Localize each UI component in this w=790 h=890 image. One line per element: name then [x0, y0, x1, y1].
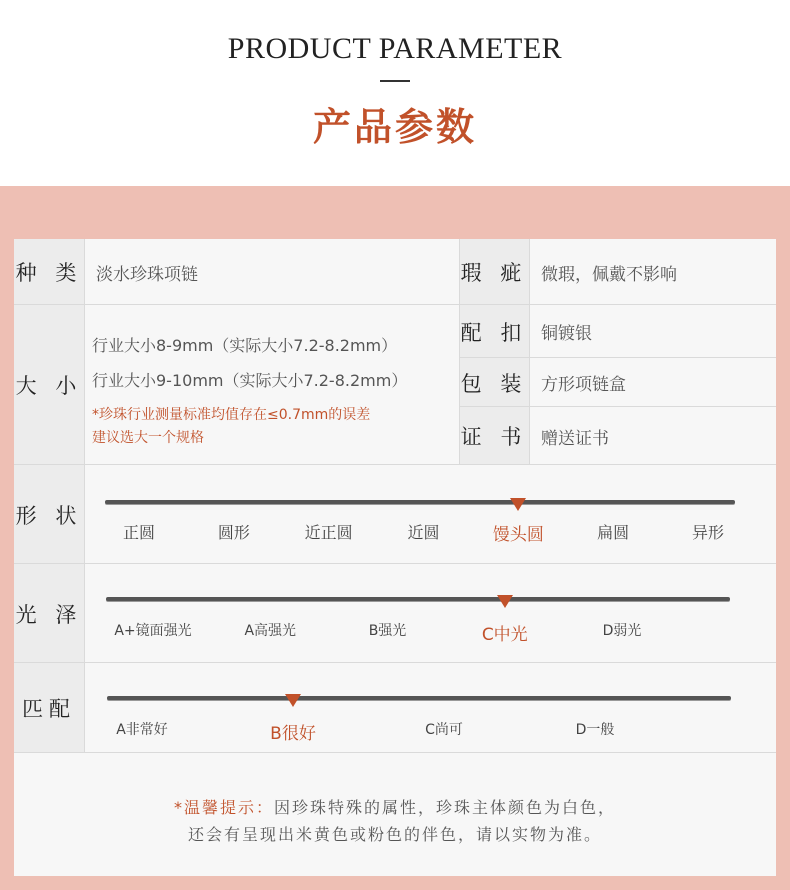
column-divider	[459, 239, 460, 465]
row-divider	[14, 464, 776, 465]
size-label: 大 小	[14, 305, 84, 465]
english-title: PRODUCT PARAMETER	[227, 32, 563, 65]
matching-option-3: C尚可	[425, 722, 463, 738]
column-divider	[84, 239, 85, 753]
luster-option-5: D弱光	[602, 623, 642, 639]
row-divider	[14, 304, 776, 305]
shape-option-1: 正圆	[122, 523, 156, 542]
flaw-label: 瑕 疵	[459, 239, 529, 305]
shape-option-3: 近正圆	[304, 523, 353, 542]
luster-option-1: A+镜面强光	[114, 623, 192, 639]
matching-option-1: A非常好	[116, 722, 168, 738]
luster-option-2: A高强光	[244, 623, 297, 639]
package-label: 包 装	[459, 358, 529, 407]
size-option-2: 行业大小9-10mm（实际大小7.2-8.2mm）	[92, 371, 408, 390]
luster-option-3: B强光	[368, 623, 407, 639]
size-note-line-1: *珍珠行业测量标准均值存在≤0.7mm的误差	[92, 407, 371, 423]
matching-option-2: B很好	[270, 724, 316, 744]
size-note-line-2: 建议选大一个规格	[92, 430, 204, 446]
matching-scale-bar	[107, 696, 731, 700]
luster-option-4: C中光	[481, 625, 528, 645]
shape-option-6: 扁圆	[597, 523, 630, 542]
certificate-label: 证 书	[459, 407, 529, 465]
flaw-value: 微瑕，佩戴不影响	[541, 264, 677, 285]
type-value: 淡水珍珠项链	[96, 264, 198, 285]
package-value: 方形项链盒	[541, 375, 626, 395]
clasp-value: 铜镀银	[541, 324, 592, 344]
shape-option-7: 异形	[691, 523, 725, 542]
shape-option-5: 馒头圆	[492, 525, 544, 545]
header	[0, 0, 790, 186]
column-divider	[529, 239, 530, 465]
tip-text-2: 还会有呈现出米黄色或粉色的伴色，请以实物为准。	[187, 825, 602, 844]
shape-label: 形 状	[14, 465, 84, 564]
luster-marker	[497, 595, 513, 608]
shape-scale-bar	[105, 500, 735, 504]
size-option-1: 行业大小8-9mm（实际大小7.2-8.2mm）	[92, 336, 398, 355]
row-divider	[459, 357, 776, 358]
row-divider	[14, 752, 776, 753]
shape-marker	[510, 498, 526, 511]
chinese-title: 产品参数	[312, 105, 477, 149]
tip-line-1	[14, 795, 776, 818]
title-divider	[380, 80, 410, 82]
row-divider	[14, 563, 776, 564]
row-divider	[459, 406, 776, 407]
row-divider	[14, 662, 776, 663]
type-label: 种 类	[14, 239, 84, 305]
tip-text-1: 因珍珠特殊的属性，珍珠主体颜色为白色，	[274, 798, 617, 817]
matching-option-4: D一般	[575, 722, 615, 738]
tip-heading: *温馨提示：	[173, 798, 274, 817]
luster-label: 光 泽	[14, 564, 84, 663]
certificate-value: 赠送证书	[541, 428, 609, 449]
shape-option-2: 圆形	[217, 523, 250, 542]
matching-marker	[285, 694, 301, 707]
matching-label: 匹配	[14, 663, 84, 753]
luster-scale-bar	[106, 597, 730, 601]
parameter-table	[14, 239, 776, 876]
clasp-label: 配 扣	[459, 305, 529, 358]
shape-option-4: 近圆	[407, 523, 440, 542]
